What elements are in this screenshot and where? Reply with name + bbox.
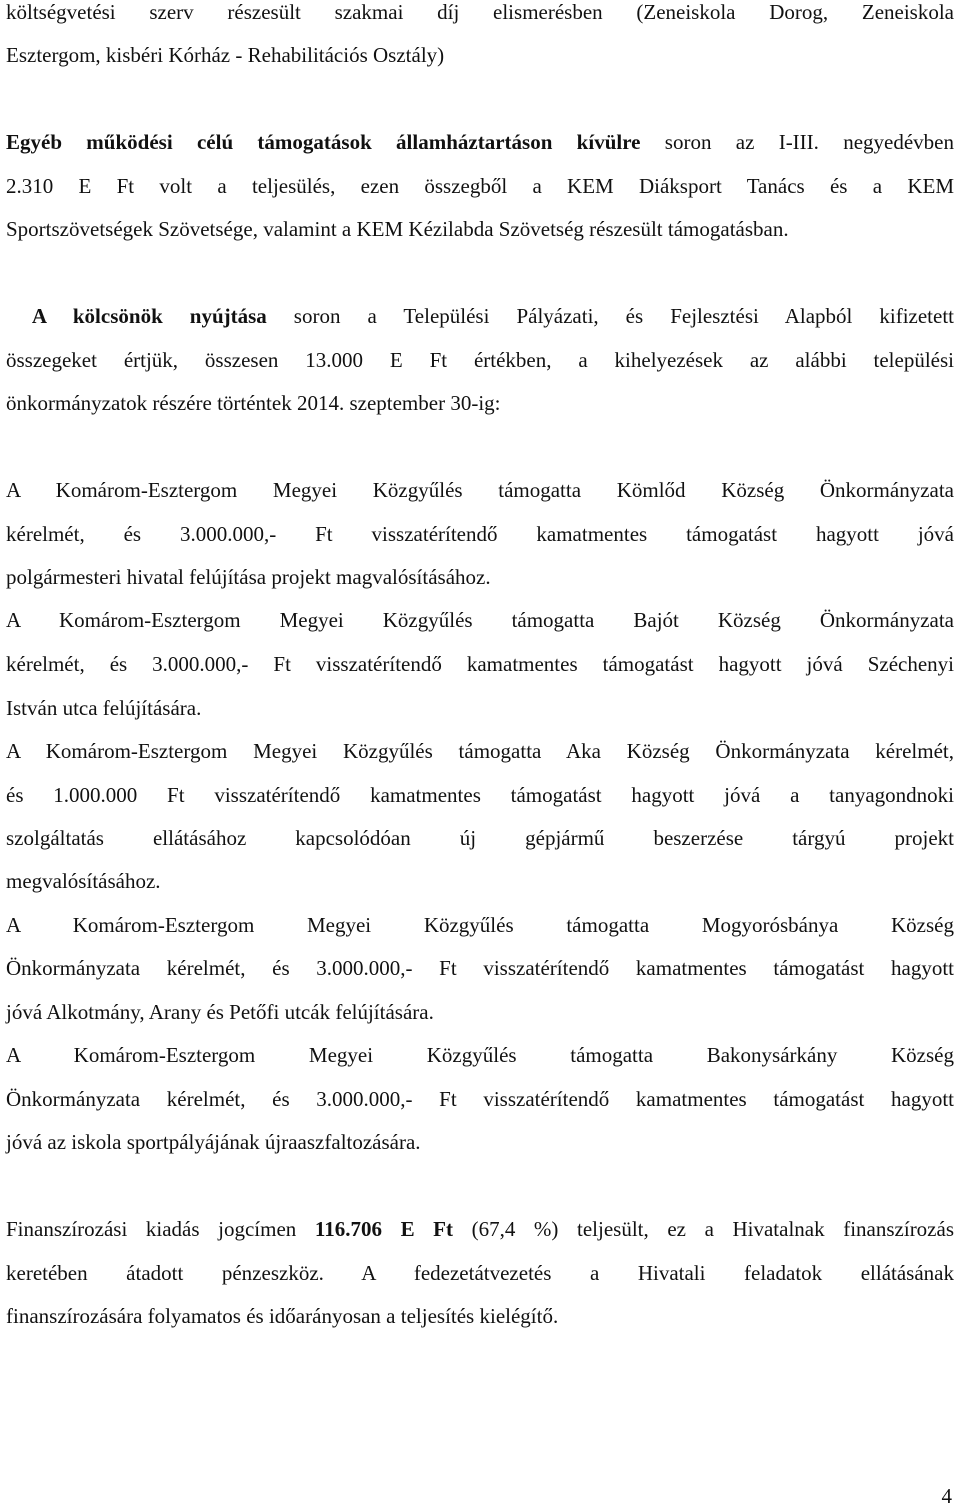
text-line: összegeket értjük, összesen 13.000 E Ft értékben, a kihelyezések az alábbi települési: [6, 348, 954, 372]
bold-heading: Egyéb működési célú támogatások államháztartáson kívülre: [6, 130, 641, 154]
text-line: A Komárom-Esztergom Megyei Közgyűlés támogatta Mogyorósbánya Község: [6, 913, 954, 937]
text-line: keretében átadott pénzeszköz. A fedezetátvezetés a Hivatali feladatok ellátásának: [6, 1261, 954, 1285]
text-line: jóvá Alkotmány, Arany és Petőfi utcák felújítására.: [6, 1000, 434, 1024]
text-line: önkormányzatok részére történtek 2014. szeptember 30-ig:: [6, 391, 501, 415]
text-line: kérelmét, és 3.000.000,- Ft visszatérítendő kamatmentes támogatást hagyott jóvá: [6, 522, 954, 546]
text-line: A Komárom-Esztergom Megyei Közgyűlés támogatta Bakonysárkány Község: [6, 1043, 954, 1067]
text-line: jóvá az iskola sportpályájának újraaszfaltozására.: [6, 1130, 421, 1154]
bold-heading: A kölcsönök nyújtása: [6, 304, 267, 328]
text-line: A Komárom-Esztergom Megyei Közgyűlés támogatta Kömlőd Község Önkormányzata: [6, 478, 954, 502]
text-line: Esztergom, kisbéri Kórház - Rehabilitációs Osztály): [6, 43, 445, 67]
text-line: Finanszírozási kiadás jogcímen 116.706 E Ft (67,4 %) teljesült, ez a Hivatalnak finanszírozás: [6, 1217, 954, 1241]
text-line: Sportszövetségek Szövetsége, valamint a KEM Kézilabda Szövetség részesült támogatásban.: [6, 217, 789, 241]
text-line: költségvetési szerv részesült szakmai díj elismerésben (Zeneiskola Dorog, Zeneiskola: [6, 0, 954, 24]
text-line: István utca felújítására.: [6, 696, 202, 720]
text-line: A Komárom-Esztergom Megyei Közgyűlés támogatta Aka Község Önkormányzata kérelmét,: [6, 739, 954, 763]
text-line: finanszírozására folyamatos és időarányosan a teljesítés kielégítő.: [6, 1304, 559, 1328]
text-line: Önkormányzata kérelmét, és 3.000.000,- Ft visszatérítendő kamatmentes támogatást hagyott: [6, 1087, 954, 1111]
text-line: A Komárom-Esztergom Megyei Közgyűlés támogatta Bajót Község Önkormányzata: [6, 608, 954, 632]
text-line: kérelmét, és 3.000.000,- Ft visszatérítendő kamatmentes támogatást hagyott jóvá Széchenyi: [6, 652, 954, 676]
bold-amount: 116.706 E Ft: [314, 1217, 453, 1241]
text-line: Egyéb működési célú támogatások államháztartáson kívülre soron az I-III. negyedévben: [6, 130, 954, 154]
text-line: szolgáltatás ellátásához kapcsolódóan új gépjármű beszerzése tárgyú projekt: [6, 826, 954, 850]
text-line: 2.310 E Ft volt a teljesülés, ezen összegből a KEM Diáksport Tanács és a KEM: [6, 174, 954, 198]
text-line: Önkormányzata kérelmét, és 3.000.000,- Ft visszatérítendő kamatmentes támogatást hagyott: [6, 956, 954, 980]
text-line: A kölcsönök nyújtása soron a Települési Pályázati, és Fejlesztési Alapból kifizetett: [6, 304, 954, 328]
text-line: polgármesteri hivatal felújítása projekt magvalósításához.: [6, 565, 491, 589]
text-line: megvalósításához.: [6, 869, 161, 893]
page-number: 4: [941, 1484, 952, 1508]
text-line: és 1.000.000 Ft visszatérítendő kamatmentes támogatást hagyott jóvá a tanyagondnoki: [6, 783, 954, 807]
